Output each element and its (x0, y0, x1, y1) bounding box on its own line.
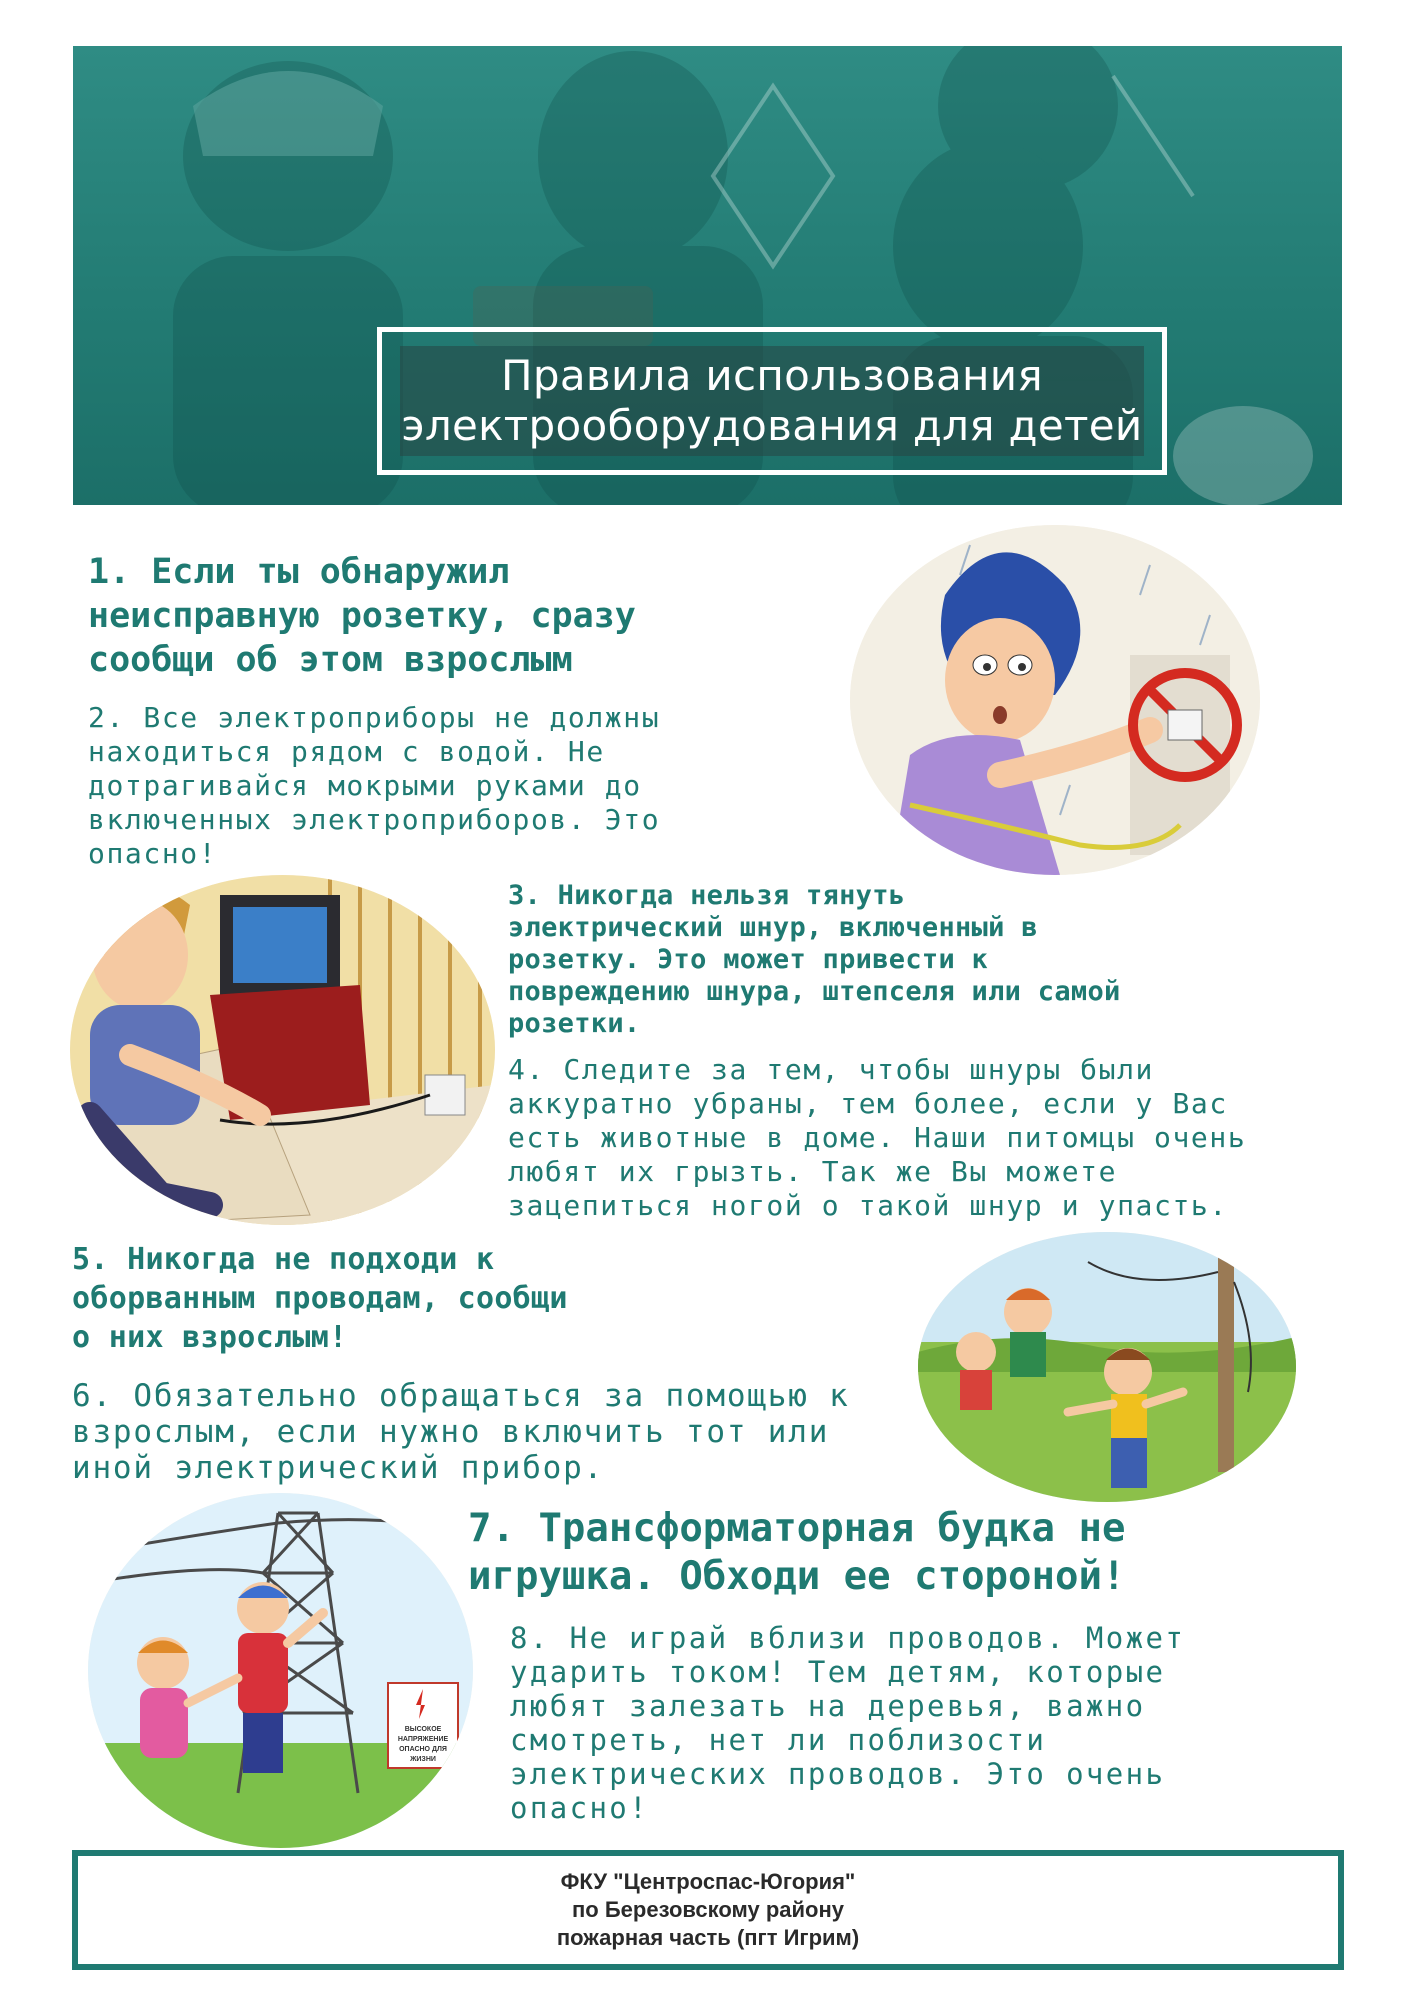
rule-4-line: аккуратно убраны, тем более, если у Вас (508, 1087, 1228, 1120)
rule-8-line: опасно! (510, 1791, 650, 1825)
rule-3-line: розетку. Это может привести к (508, 944, 989, 975)
rule-5-line: о них взрослым! (72, 1320, 348, 1355)
rule-2-line: 2. Все электроприборы не должны (88, 701, 661, 734)
title-frame (377, 327, 1167, 475)
rule-6-line: 6. Обязательно обращаться за помощью к (72, 1378, 850, 1414)
danger-sign-line-3: ОПАСНО ДЛЯ (399, 1746, 447, 1753)
rule-2-line: находиться рядом с водой. Не (88, 735, 605, 768)
danger-sign-line-1: ВЫСОКОЕ (404, 1726, 442, 1733)
rule-1-line: сообщи об этом взрослым (88, 640, 573, 680)
page-title-line-1: Правила использования (501, 351, 1043, 400)
rule-3-line: 3. Никогда нельзя тянуть (508, 880, 906, 911)
rule-1 (88, 550, 636, 682)
footer-unit: пожарная часть (пгт Игрим) (556, 1925, 860, 1950)
rule-2-line: включенных электроприборов. Это (88, 803, 661, 836)
rule-6 (72, 1378, 850, 1486)
rule-7 (468, 1505, 1125, 1601)
rule-4-line: 4. Следите за тем, чтобы шнуры были (508, 1053, 1155, 1086)
rule-8-line: смотреть, нет ли поблизости (510, 1723, 1047, 1757)
rule-2-line: дотрагивайся мокрыми руками до (88, 769, 642, 802)
illustration-wet-socket (850, 525, 1260, 875)
rule-7-line: игрушка. Обходи ее стороной! (468, 1554, 1126, 1599)
rule-8-line: любят залезать на деревья, важно (510, 1689, 1146, 1723)
rule-6-line: взрослым, если нужно включить тот или (72, 1414, 830, 1450)
danger-sign-line-2: НАПРЯЖЕНИЕ (397, 1736, 449, 1743)
rule-7-line: 7. Трансформаторная будка не (468, 1506, 1126, 1551)
illustration-pull-cord (70, 875, 495, 1225)
header-banner (73, 46, 1342, 505)
rule-3-line: повреждению шнура, штепселя или самой (508, 976, 1121, 1007)
rule-8-line: ударить током! Тем детям, которые (510, 1655, 1166, 1689)
rule-6-line: иной электрический прибор. (72, 1450, 605, 1486)
rule-5-line: 5. Никогда не подходи к (72, 1242, 495, 1277)
illustration-broken-wires (918, 1232, 1296, 1502)
footer-district: по Березовскому району (572, 1897, 844, 1922)
rule-3 (508, 880, 1121, 1040)
rule-8-line: электрических проводов. Это очень (510, 1757, 1166, 1791)
rule-5-line: оборванным проводам, сообщи (72, 1281, 568, 1316)
rule-5 (72, 1240, 568, 1357)
rule-3-line: электрический шнур, включенный в (508, 912, 1038, 943)
rule-2 (88, 701, 660, 871)
danger-sign-line-4: ЖИЗНИ (410, 1756, 436, 1763)
footer-box (72, 1850, 1344, 1970)
title-box (400, 346, 1144, 456)
rule-1-line: неисправную розетку, сразу (88, 596, 636, 636)
rule-4-line: есть животные в доме. Наши питомцы очень (508, 1121, 1247, 1154)
rule-8 (510, 1621, 1185, 1825)
illustration-transformer (88, 1493, 473, 1848)
rule-4-line: любят их грызть. Так же Вы можете (508, 1155, 1118, 1188)
footer-content (86, 1864, 1330, 1956)
rule-1-line: 1. Если ты обнаружил (88, 552, 510, 592)
rule-2-line: опасно! (88, 837, 218, 870)
rule-3-line: розетки. (508, 1008, 641, 1039)
rule-4-line: зацепиться ногой о такой шнур и упасть. (508, 1189, 1228, 1222)
page-title-line-2: электрооборудования для детей (401, 401, 1143, 450)
footer-org: ФКУ "Центроспас-Югория" (560, 1869, 856, 1894)
rule-8-line: 8. Не играй вблизи проводов. Может (510, 1621, 1186, 1655)
rule-4 (508, 1053, 1246, 1223)
